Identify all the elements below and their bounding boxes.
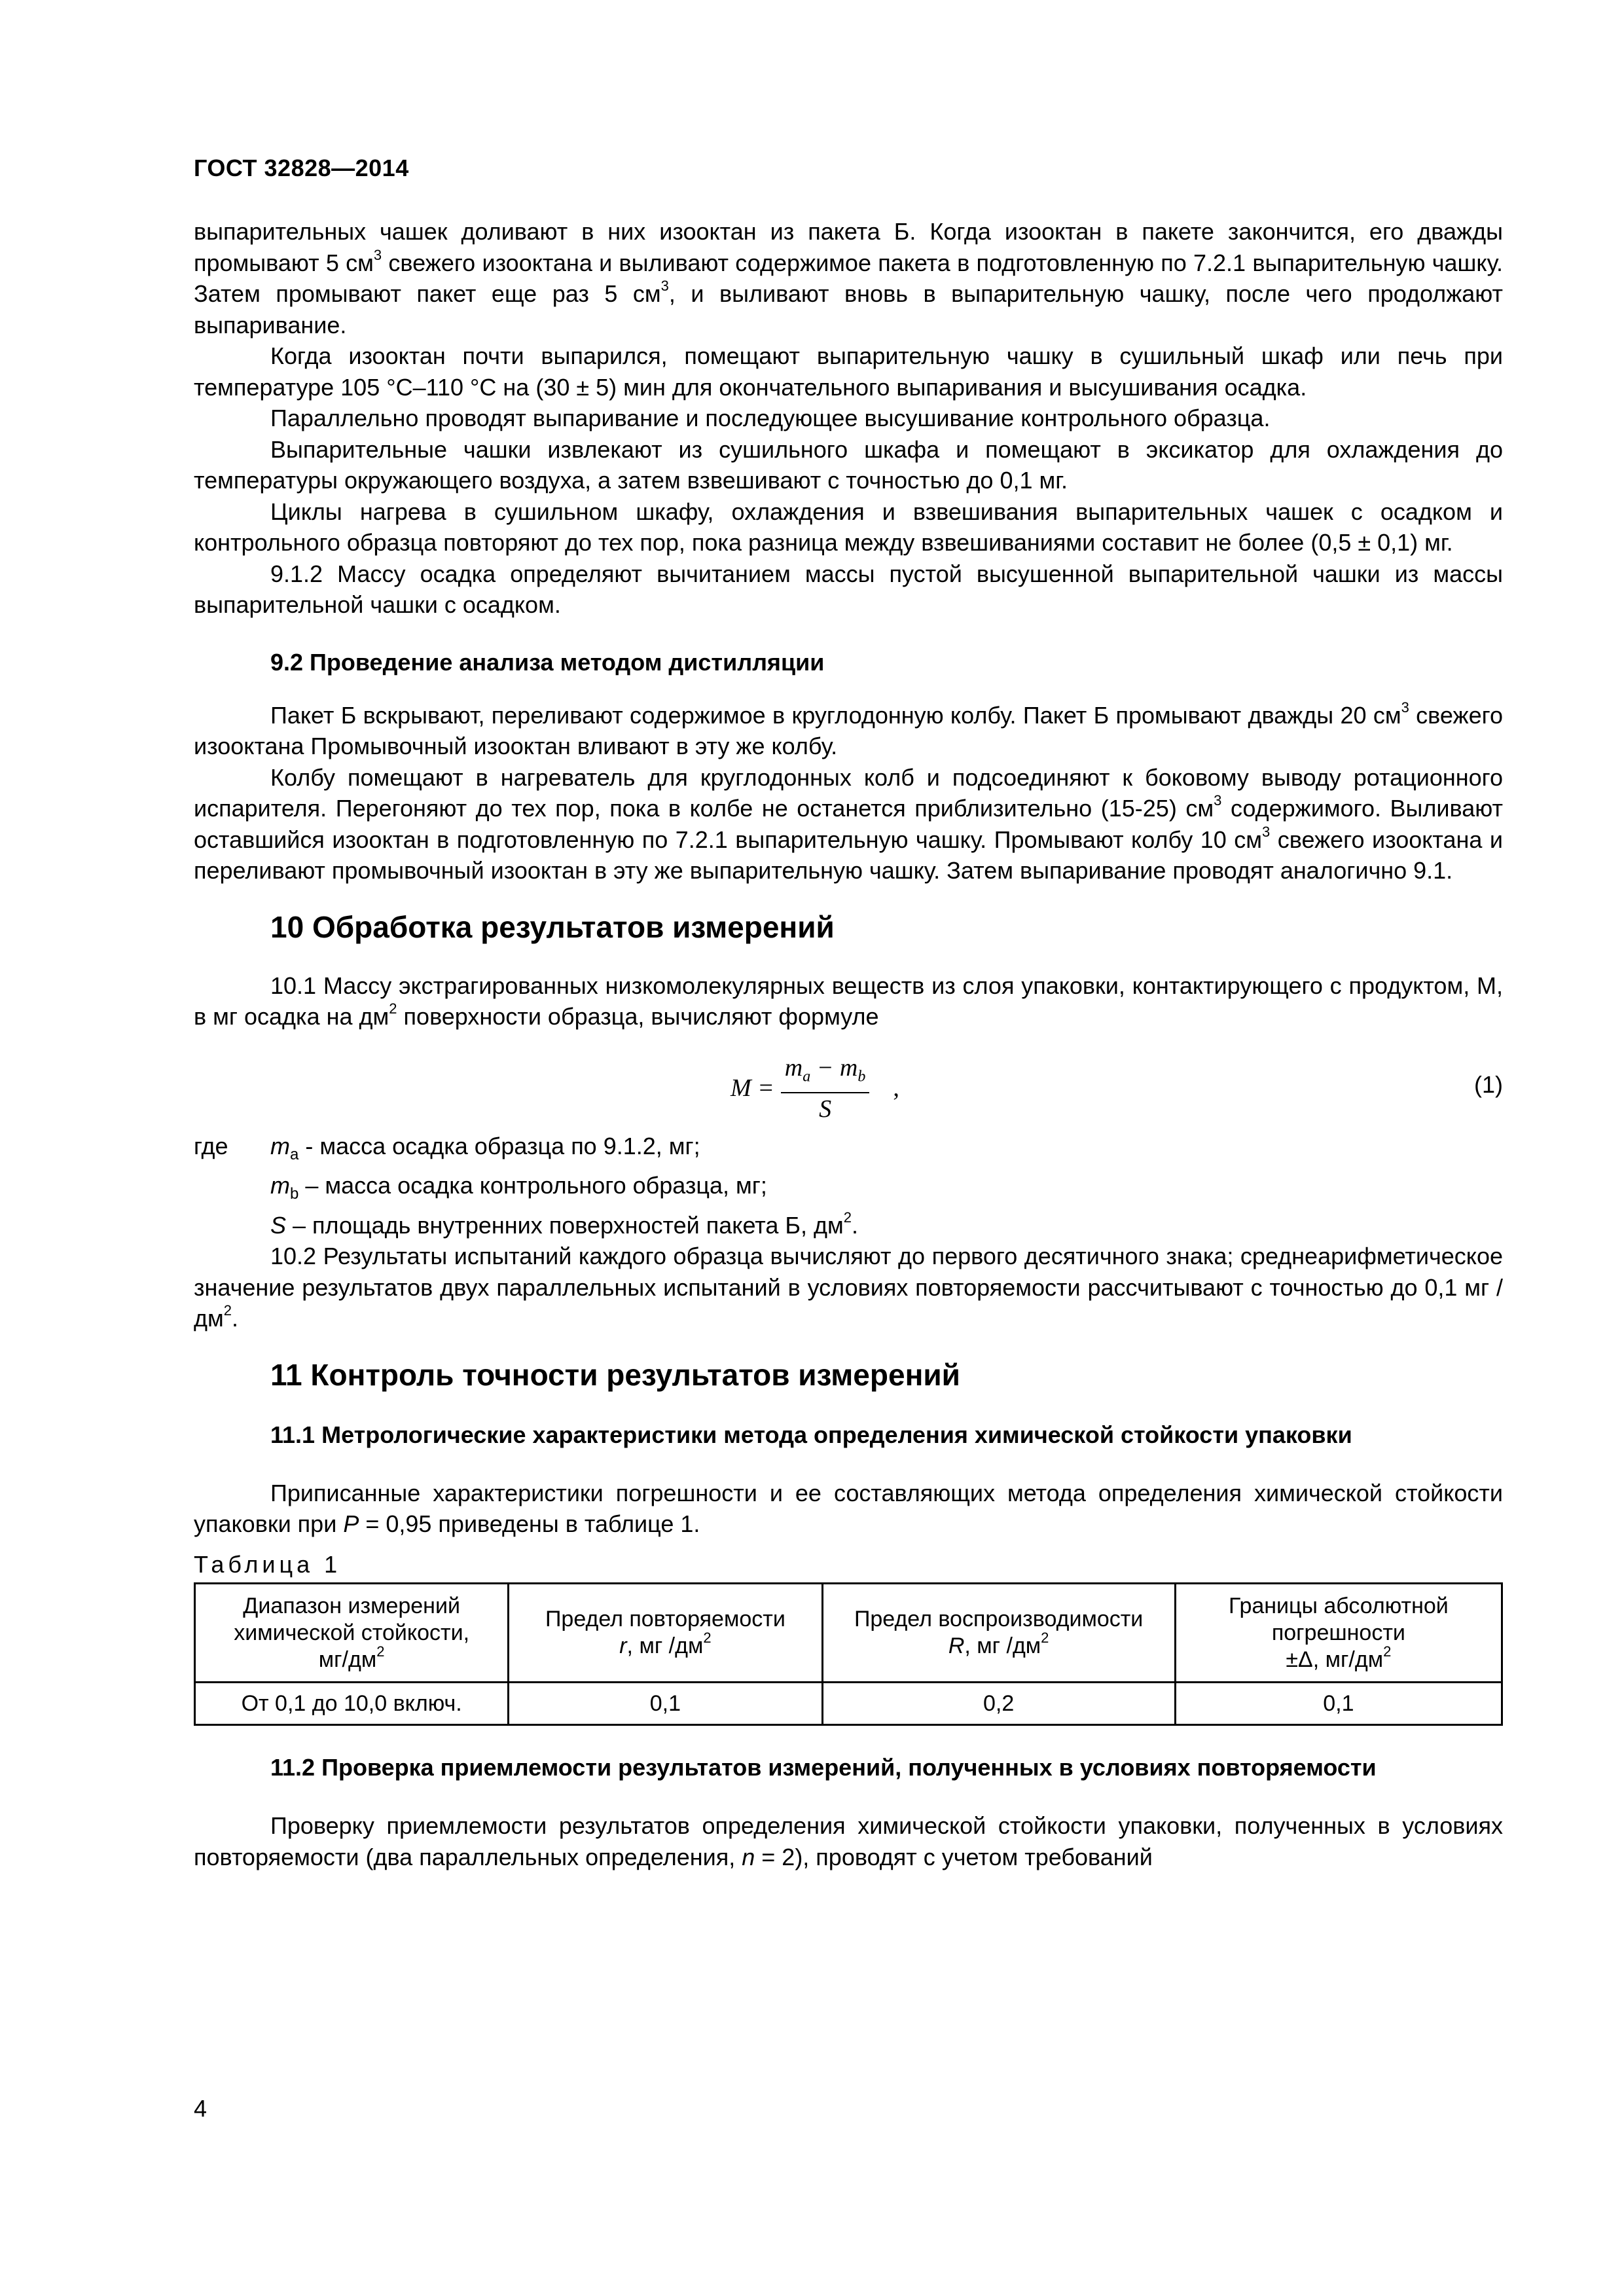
section-heading-11-2: 11.2 Проверка приемлемости результатов измерений, полученных в условиях повторяемости bbox=[270, 1754, 1377, 1781]
paragraph: Проверку приемлемости результатов определения химической стойкости упаковки, полученных в условиях повторяемости (два параллельных определения, n = 2), проводят с учетом требований bbox=[194, 1812, 1503, 1870]
table-header-cell: Границы абсолютной погрешности ±Δ, $мг/дм^2$ bbox=[1175, 1584, 1502, 1683]
definition-item: S – площадь внутренних поверхностей пакета Б, $дм^2$. bbox=[270, 1209, 859, 1239]
section-heading-9-2: 9.2 Проведение анализа методом дистилляции bbox=[270, 648, 825, 676]
paragraph: 10.1 Массу экстрагированных низкомолекулярных веществ из слоя упаковки, контактирующего с продуктом, М, в мг осадка на $дм^2$ поверхности образца, вычисляют формуле bbox=[194, 972, 1503, 1030]
paragraph: Когда изооктан почти выпарился, помещают выпарительную чашку в сушильный шкаф или печь при температуре 105 °С–110 °С на (30 ± 5) мин для окончательного выпаривания и высушивания осадка. bbox=[194, 342, 1503, 401]
section-heading-10: 10 Обработка результатов измерений bbox=[270, 909, 835, 944]
table-caption: Таблица 1 bbox=[194, 1550, 342, 1578]
paragraph: Колбу помещают в нагреватель для круглодонных колб и подсоединяют к боковому выводу ротационного испарителя. Перегоняют до тех пор, пока в колбе не останется приблизительно (15-25) $см^3$ содержимого. Выливают оставшийся изооктан в подготовленную по 7.2.1 выпарительную чашку. Промывают колбу 10 $см^3$ свежего изооктана и переливают промывочный изооктан в эту же выпарительную чашку. Затем выпаривание проводят аналогично 9.1. bbox=[194, 763, 1503, 884]
definition-item: $m_b$ – масса осадка контрольного образца, мг; bbox=[270, 1172, 767, 1203]
paragraph: Параллельно проводят выпаривание и последующее высушивание контрольного образца. bbox=[270, 405, 1271, 431]
formula-number: (1) bbox=[1474, 1070, 1503, 1098]
table-header-row bbox=[195, 1584, 1502, 1683]
formula-block bbox=[194, 1049, 1503, 1123]
paragraph: 9.1.2 Массу осадка определяют вычитанием массы пустой высушенной выпарительной чашки из массы выпарительной чашки с осадком. bbox=[194, 560, 1503, 618]
paragraph: Выпарительные чашки извлекают из сушильного шкафа и помещают в эксикатор для охлаждения до температуры окружающего воздуха, а затем взвешивают с точностью до 0,1 мг. bbox=[194, 435, 1503, 494]
definitions: где $m_a$ - масса осадка образца по 9.1.2, мг; $m_b$ – масса осадка контрольного образца, мг; S – площадь внутренних поверхностей пакета Б, $дм^2$. bbox=[194, 1131, 1503, 1241]
table-header-cell: Диапазон измерений химической стойкости, $мг/дм^2$ bbox=[195, 1584, 509, 1683]
table-cell: 0,1 bbox=[1175, 1683, 1502, 1725]
formula-fraction: $\frac{m_a - m_b}{S}$ bbox=[781, 1053, 870, 1124]
document-body bbox=[194, 216, 1503, 1872]
paragraph: выпарительных чашек доливают в них изооктан из пакета Б. Когда изооктан в пакете закончится, его дважды промывают 5 $см^3$ свежего изооктана и выливают содержимое пакета в подготовленную по 7.2.1 выпарительную чашку. Затем промывают пакет еще раз 5 $см^3$, и выливают вновь в выпарительную чашку, после чего продолжают выпаривание. bbox=[194, 218, 1503, 338]
table-cell: 0,2 bbox=[822, 1683, 1175, 1725]
table-cell: От 0,1 до 10,0 включ. bbox=[195, 1683, 509, 1725]
paragraph: Приписанные характеристики погрешности и ее составляющих метода определения химической стойкости упаковки при P = 0,95 приведены в таблице 1. bbox=[194, 1479, 1503, 1538]
paragraph: Циклы нагрева в сушильном шкафу, охлаждения и взвешивания выпарительных чашек с осадком и контрольного образца повторяют до тех пор, пока разница между взвешиваниями составит не более (0,5 ± 0,1) мг. bbox=[194, 498, 1503, 556]
table-1 bbox=[194, 1582, 1503, 1726]
table-cell: 0,1 bbox=[509, 1683, 822, 1725]
table-header-cell: Предел воспроизводимости R, мг $/дм^2$ bbox=[822, 1584, 1175, 1683]
document-header: ГОСТ 32828—2014 bbox=[194, 155, 409, 181]
section-heading-11: 11 Контроль точности результатов измерений bbox=[270, 1357, 960, 1392]
section-heading-11-1: 11.1 Метрологические характеристики метода определения химической стойкости упаковки bbox=[270, 1421, 1352, 1448]
formula: M = $\frac{m_a - m_b}{S}$ , bbox=[731, 1053, 899, 1123]
page-number: 4 bbox=[194, 2095, 208, 2122]
paragraph: 10.2 Результаты испытаний каждого образца вычисляют до первого десятичного знака; среднеарифметическое значение результатов двух параллельных испытаний в условиях повторяемости рассчитывают с точностью до 0,1 мг $/дм^2$. bbox=[194, 1243, 1503, 1332]
definition-item: $m_a$ - масса осадка образца по 9.1.2, мг; bbox=[270, 1132, 700, 1163]
table-row bbox=[195, 1683, 1502, 1725]
paragraph: Пакет Б вскрывают, переливают содержимое в круглодонную колбу. Пакет Б промывают дважды 20 $см^3$ свежего изооктана Промывочный изооктан вливают в эту же колбу. bbox=[194, 699, 1503, 759]
table-header-cell: Предел повторяемости r, мг $/дм^2$ bbox=[509, 1584, 822, 1683]
